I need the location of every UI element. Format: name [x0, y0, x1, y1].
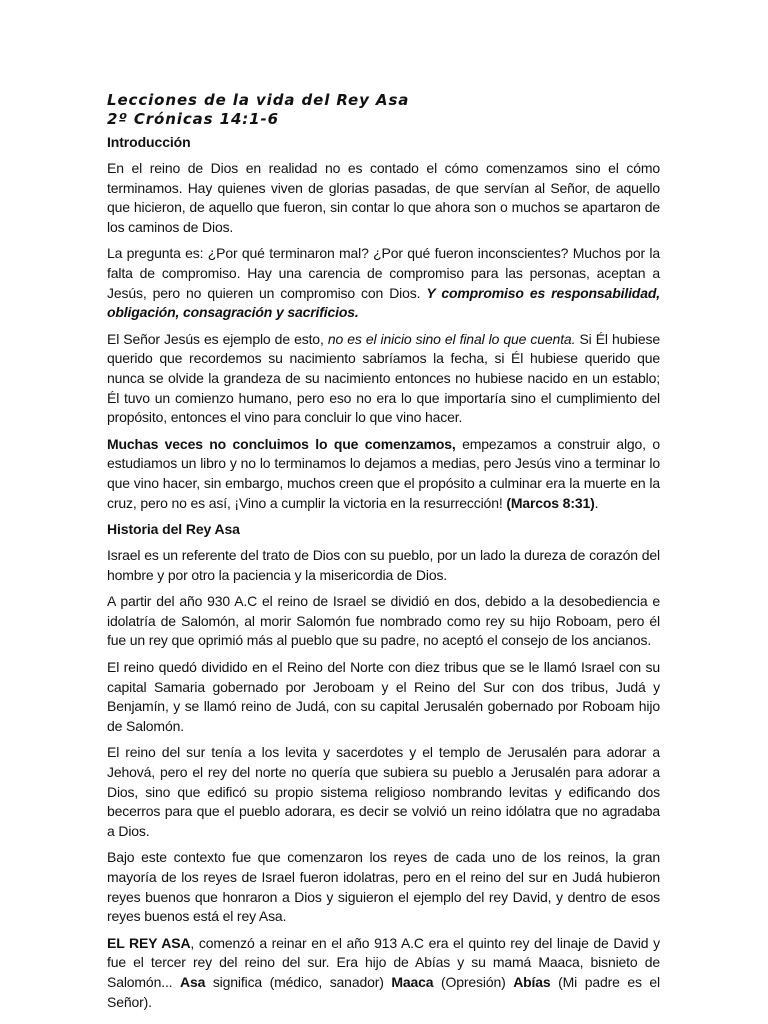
paragraph-10-text-b: significa (médico, sanador) — [205, 973, 392, 990]
paragraph-3 — [107, 330, 660, 428]
paragraph-8: El reino del sur tenía a los levita y sacerdotes y el templo de Jerusalén para adorar a Jehová, pero el rey del norte no quería que subiera su pueblo a Jerusalén para adorar a Dios, sino que edificó su propio sistema religioso nombrando levitas y edificando dos becerros para que el pueblo adorara, es decir se volvió un reino idólatra que no agradaba a Dios. — [107, 744, 660, 839]
name-maaca: Maaca — [391, 973, 434, 990]
paragraph-10 — [107, 934, 660, 1012]
paragraph-3-text-b: Si Él hubiese querido que recordemos su nacimiento sabríamos la fecha, si Él hubiese querido que nunca se olvide la grandeza de su nacimiento entonces no hubiese nacido en un establo; Él tuvo un comienzo humano, pero eso no era lo que importaría sino el cumplimiento del propósito, entonces el vino para concluir lo que vino hacer. — [107, 330, 660, 426]
bible-reference: (Marcos 8:31) — [506, 494, 595, 511]
rey-asa-label: EL REY ASA — [107, 934, 191, 951]
name-abias: Abías — [513, 973, 551, 990]
document-title — [107, 91, 660, 129]
paragraph-5: Israel es un referente del trato de Dios con su pueblo, por un lado la dureza de corazón del hombre y por otro la paciencia y la misericordia de Dios. — [107, 547, 660, 583]
paragraph-3-text-a: El Señor Jesús es ejemplo de esto, — [107, 330, 328, 347]
paragraph-4 — [107, 435, 660, 513]
paragraph-10-text-c: (Opresión) — [433, 973, 514, 990]
paragraph-6: A partir del año 930 A.C el reino de Israel se dividió en dos, debido a la desobediencia e idolatría de Salomón, al morir Salomón fue nombrado como rey su hijo Roboam, pero él fue un rey que oprimió más al pueblo que su padre, no aceptó el consejo de los ancianos. — [107, 593, 660, 649]
heading-introduccion: Introducción — [107, 134, 191, 150]
paragraph-9: Bajo este contexto fue que comenzaron los reyes de cada uno de los reinos, la gran mayoría de los reyes de Israel fueron idolatras, pero en el reino del sur en Judá hubieron reyes buenos que honraron a Dios y siguieron el ejemplo del rey David, y dentro de esos reyes buenos está el rey Asa. — [107, 849, 660, 925]
paragraph-2-text: La pregunta es: ¿Por qué terminaron mal? ¿Por qué fueron inconscientes? Muchos por la falta de compromiso. Hay una carencia de compromiso para las personas, aceptan a Jesús, pero no quieren un compromiso con Dios. — [107, 245, 660, 301]
paragraph-4-text: empezamos a construir algo, o estudiamos un libro y no lo terminamos lo dejamos a medias, pero Jesús vino a terminar lo que vino hacer, sin embargo, muchos creen que el propósito a culminar era la muerte en la cruz, pero no es así, ¡Vino a cumplir la victoria en la resurrección! — [107, 435, 660, 511]
paragraph-4-end: . — [594, 494, 599, 511]
paragraph-4-bold-lead: Muchas veces no concluimos lo que comenzamos, — [107, 435, 456, 452]
name-asa: Asa — [180, 973, 206, 990]
paragraph-2 — [107, 244, 660, 322]
paragraph-2-emphasis: Y compromiso es responsabilidad, obligación, consagración y sacrificios. — [107, 284, 660, 321]
paragraph-1: En el reino de Dios en realidad no es contado el cómo comenzamos sino el cómo terminamos. Hay quienes viven de glorias pasadas, de que servían al Señor, de aquello que hicieron, de aquello que fueron, sin contar lo que ahora son o muchos se apartaron de los caminos de Dios. — [107, 160, 660, 235]
paragraph-10-text-a: , comenzó a reinar en el año 913 A.C era el quinto rey del linaje de David y fue el tercer rey del reino del sur. Era hijo de Abías y su mamá Maaca, bisnieto de Salomón... — [107, 934, 660, 990]
heading-historia: Historia del Rey Asa — [107, 521, 240, 538]
paragraph-3-italic: no es el inicio sino el final lo que cuenta. — [327, 330, 576, 347]
paragraph-7: El reino quedó dividido en el Reino del Norte con diez tribus que se le llamó Israel con su capital Samaria gobernado por Jeroboam y el Reino del Sur con dos tribus, Judá y Benjamín, y se llamó reino de Judá, con su capital Jerusalén gobernado por Roboam hijo de Salomón. — [107, 659, 660, 734]
title-line-2: 2º Crónicas 14:1-6 — [107, 110, 279, 128]
title-line-1: Lecciones de la vida del Rey Asa — [107, 91, 410, 109]
paragraph-10-text-d: (Mi padre es el Señor). — [107, 973, 660, 1010]
